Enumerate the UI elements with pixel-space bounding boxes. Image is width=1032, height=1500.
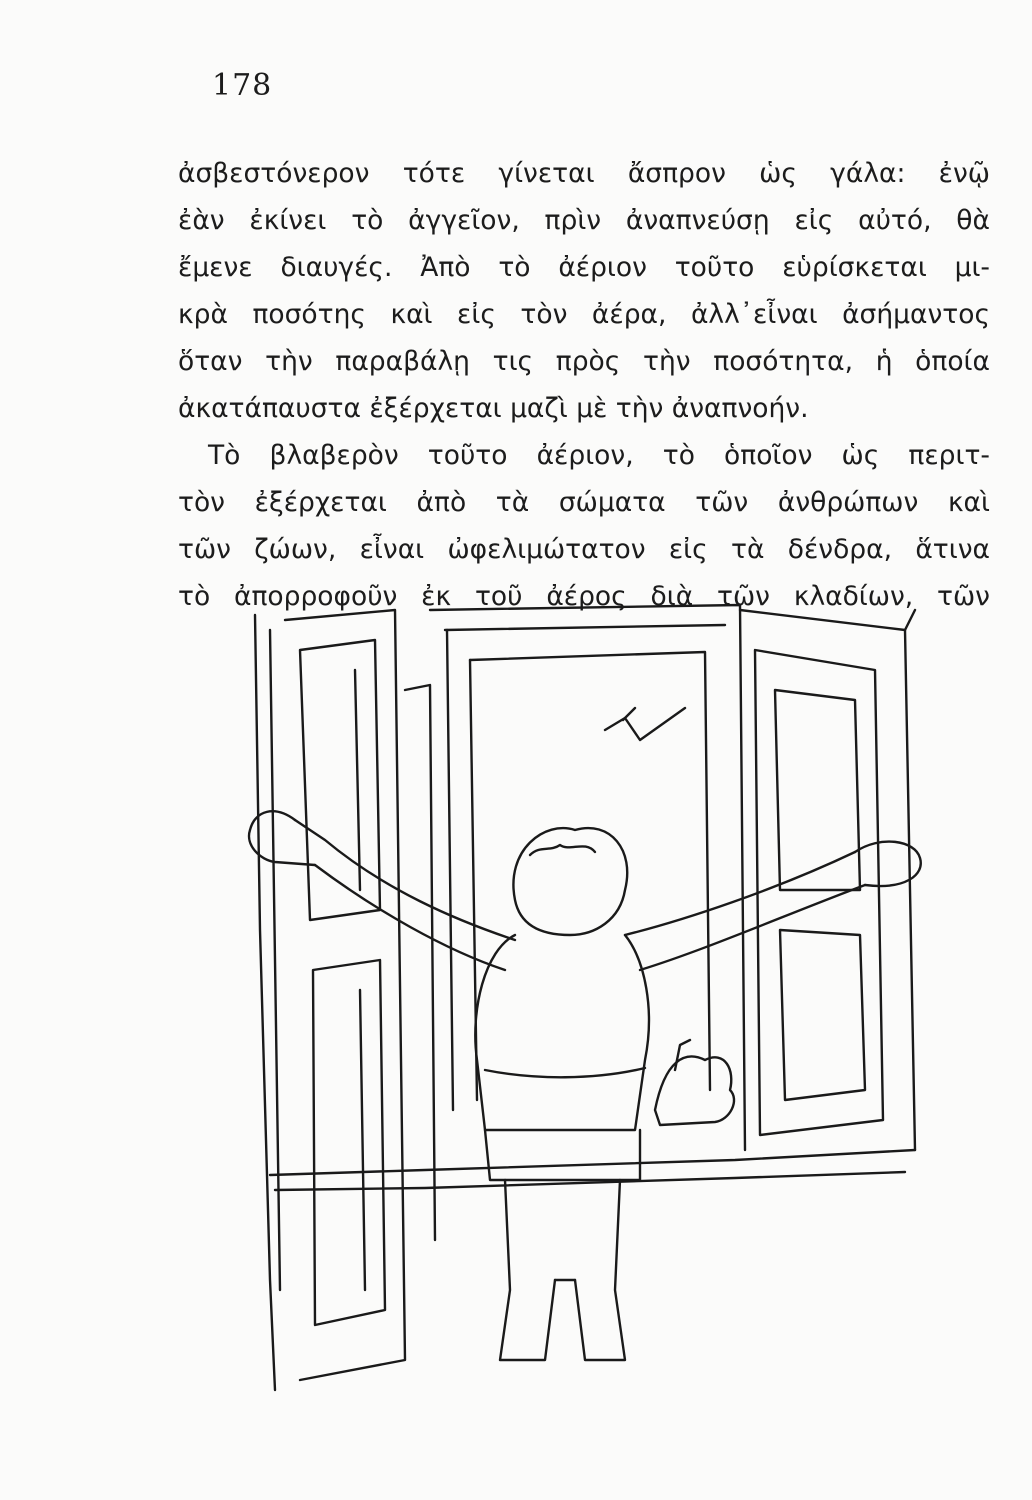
text-line: ἀκατάπαυστα ἐξέρχεται μαζὶ μὲ τὴν ἀναπνοήν. [178, 393, 809, 424]
flowerpot-icon [655, 1057, 734, 1125]
boy-head [513, 828, 627, 935]
boy-left-arm [295, 820, 515, 940]
boy-opening-window-illustration [215, 590, 950, 1420]
text-line: ἀσβεστόνερον τότε γίνεται ἄσπρον ὡς γάλα: ἐνῷ [178, 158, 990, 189]
text-line: ὅταν τὴν παραβάλῃ τις πρὸς τὴν ποσότητα, ἡ ὁποία [178, 346, 990, 377]
text-line: κρὰ ποσότης καὶ εἰς τὸν ἀέρα, ἀλλ᾽εἶναι ἀσήμαντος [178, 299, 990, 330]
text-line: τὸ ἀπορροφοῦν ἐκ τοῦ ἀέρος διὰ τῶν κλαδίων, τῶν [178, 581, 990, 612]
body-text [178, 150, 990, 620]
boy-right-arm [625, 852, 855, 935]
boy-torso [475, 935, 649, 1130]
text-line: τῶν ζώων, εἶναι ὠφελιμώτατον εἰς τὰ δένδρα, ἅτινα [178, 534, 990, 565]
right-shutter-outline [740, 610, 915, 1150]
text-line: Τὸ βλαβερὸν τοῦτο ἀέριον, τὸ ὁποῖον ὡς περιτ- [208, 440, 990, 471]
page-number: 178 [212, 68, 273, 103]
window-sill [270, 1150, 915, 1175]
text-line: τὸν ἐξέρχεται ἀπὸ τὰ σώματα τῶν ἀνθρώπων καὶ [178, 487, 990, 518]
boy-legs [500, 1180, 555, 1360]
text-line: ἔμενε διαυγές. Ἀπὸ τὸ ἀέριον τοῦτο εὑρίσκεται μι- [178, 252, 990, 283]
window-drawing-icon [215, 590, 950, 1420]
bird-icon [605, 708, 685, 740]
text-line: ἐὰν ἐκίνει τὸ ἀγγεῖον, πρὶν ἀναπνεύσῃ εἰς αὐτό, θὰ [178, 205, 990, 236]
